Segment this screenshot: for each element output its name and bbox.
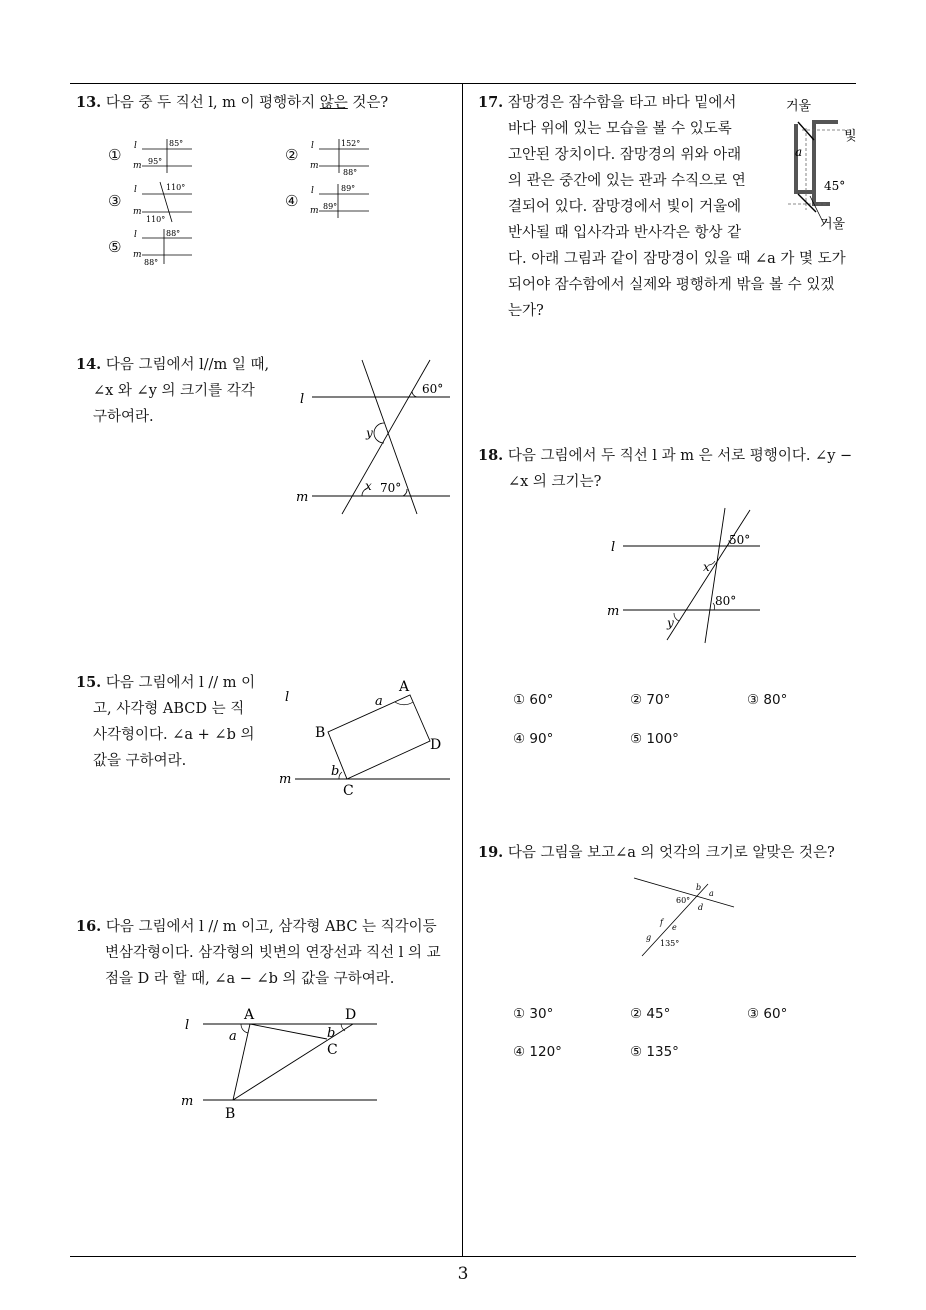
- q19-option-2[interactable]: ② 45°: [630, 1006, 671, 1022]
- q18-figure: [605, 505, 765, 647]
- q13-option-4-figure: [307, 180, 377, 220]
- q15-vertex-b: B: [315, 725, 326, 741]
- q16-text: 16. 다음 그림에서 l // m 이고, 삼각형 ABC 는 직각이등 변삼각형이다. 삼각형의 빗변의 연장선과 직선 l 의 교 점을 D 라 할 때, ∠a − ∠b 의 값을 구하여라.: [76, 918, 441, 987]
- q13-2-m: m: [310, 161, 319, 171]
- q13-4-bottom-angle: 89°: [323, 202, 338, 211]
- q19-text: 19. 다음 그림을 보고∠a 의 엇각의 크기로 알맞은 것은?: [478, 844, 835, 861]
- q19-figure: [630, 872, 740, 962]
- q13-option-1[interactable]: ①: [108, 146, 122, 164]
- q18-angle-80: 80°: [715, 594, 737, 608]
- q16-angle-b: b: [327, 1026, 336, 1041]
- q16-line-m: m: [181, 1094, 194, 1109]
- q13-option-2-figure: [307, 135, 377, 175]
- q13-option-5[interactable]: ⑤: [108, 238, 122, 256]
- q14-angle-60: 60°: [422, 382, 444, 396]
- q13-option-3-figure: [130, 178, 200, 224]
- q17-light-label: 빛: [844, 129, 857, 144]
- q19-angle-a: a: [709, 889, 714, 898]
- q18-angle-50: 50°: [729, 533, 751, 547]
- q13-3-m: m: [133, 207, 142, 217]
- q19-option-5[interactable]: ⑤ 135°: [630, 1044, 679, 1060]
- q13-1-top-angle: 85°: [169, 139, 184, 148]
- q13-3-top-angle: 110°: [166, 183, 186, 192]
- q18-angle-x: x: [703, 560, 710, 574]
- q19-angle-135: 135°: [660, 939, 680, 948]
- q13-1-l: l: [134, 141, 137, 151]
- q13-option-3[interactable]: ③: [108, 192, 122, 210]
- q18-line-m: m: [607, 604, 620, 619]
- q15-angle-a: a: [375, 694, 383, 709]
- q18-line-l: l: [611, 540, 616, 555]
- q13-2-l: l: [311, 141, 314, 151]
- q16-figure: [175, 1002, 390, 1124]
- q13-3-l: l: [134, 185, 137, 195]
- q14-angle-y: y: [366, 426, 373, 440]
- q19-angle-f: f: [660, 918, 663, 927]
- q13-1-m: m: [133, 161, 142, 171]
- q13-option-2[interactable]: ②: [285, 146, 299, 164]
- q13-1-bottom-angle: 95°: [148, 157, 163, 166]
- q16-vertex-c: C: [327, 1042, 338, 1058]
- q13-option-5-figure: [130, 226, 200, 266]
- q14-angle-x: x: [365, 479, 372, 493]
- q14-angle-70: 70°: [380, 481, 402, 495]
- q16-vertex-a: A: [244, 1007, 255, 1023]
- q16-angle-a: a: [229, 1029, 237, 1044]
- bottom-rule: [70, 1256, 856, 1257]
- q19-option-4[interactable]: ④ 120°: [513, 1044, 562, 1060]
- q13-5-bottom-angle: 88°: [144, 258, 159, 266]
- q13-3-bottom-angle: 110°: [146, 215, 166, 224]
- q18-option-2[interactable]: ② 70°: [630, 692, 671, 708]
- q19-angle-b: b: [696, 883, 702, 892]
- column-divider: [462, 83, 463, 1257]
- q19-option-3[interactable]: ③ 60°: [747, 1006, 788, 1022]
- q19-angle-e: e: [672, 923, 677, 932]
- q13-4-l: l: [311, 186, 314, 196]
- q14-line-m: m: [296, 490, 309, 505]
- q13-text: 13. 다음 중 두 직선 l, m 이 평행하지 않은 것은?: [76, 94, 389, 111]
- q16-vertex-b: B: [225, 1106, 236, 1122]
- q15-vertex-d: D: [430, 737, 442, 753]
- q13-option-4[interactable]: ④: [285, 192, 299, 210]
- q19-angle-60: 60°: [676, 896, 691, 905]
- page-number: 3: [457, 1264, 469, 1284]
- q13-2-top-angle: 152°: [341, 139, 361, 148]
- q18-option-4[interactable]: ④ 90°: [513, 731, 554, 747]
- q13-5-top-angle: 88°: [166, 229, 181, 238]
- q15-line-m: m: [279, 772, 292, 787]
- q19-option-1[interactable]: ① 30°: [513, 1006, 554, 1022]
- q19-angle-d: d: [698, 903, 704, 912]
- q17-periscope-figure: [768, 92, 868, 237]
- q17-mirror-bottom-label: 거울: [820, 217, 846, 232]
- q13-5-l: l: [134, 230, 137, 240]
- q18-option-3[interactable]: ③ 80°: [747, 692, 788, 708]
- q14-line-l: l: [300, 392, 305, 407]
- q15-angle-b: b: [331, 764, 340, 779]
- q17-angle-45: 45°: [824, 179, 846, 193]
- q13-2-bottom-angle: 88°: [343, 168, 358, 175]
- q14-text: 14. 다음 그림에서 l//m 일 때, ∠x 와 ∠y 의 크기를 각각 구하여라.: [76, 356, 270, 425]
- q16-line-l: l: [185, 1018, 190, 1033]
- q15-vertex-c: C: [343, 783, 354, 799]
- q15-figure: [275, 675, 455, 800]
- top-rule: [70, 83, 856, 84]
- q17-text: 17. 잠망경은 잠수함을 타고 바다 밑에서 바다 위에 있는 모습을 볼 수 있도록 고안된 장치이다. 잠망경의 위와 아래 의 관은 중간에 있는 관과 수직으로 연 결되어 있다. 잠망경에서 빛이 거울에 반사될 때 입사각과 반사각은 항상 같 다. 아래 그림과 같이 잠망경이 있을 때 ∠a 가 몇 도가 되어야 잠수함에서 실제와 평행하게 밖을 볼 수 있겠 는가?: [478, 94, 846, 319]
- q18-option-1[interactable]: ① 60°: [513, 692, 554, 708]
- q17-angle-a: a: [795, 145, 803, 159]
- q13-option-1-figure: [130, 135, 200, 175]
- q18-option-5[interactable]: ⑤ 100°: [630, 731, 679, 747]
- q13-4-m: m: [310, 206, 319, 216]
- q15-vertex-a: A: [399, 679, 410, 695]
- q16-vertex-d: D: [345, 1007, 357, 1023]
- q18-angle-y: y: [667, 616, 674, 630]
- q13-5-m: m: [133, 250, 142, 260]
- q19-angle-g: g: [646, 933, 652, 942]
- q15-text: 15. 다음 그림에서 l // m 이 고, 사각형 ABCD 는 직 사각형이다. ∠a + ∠b 의 값을 구하여라.: [76, 674, 256, 769]
- q18-text: 18. 다음 그림에서 두 직선 l 과 m 은 서로 평행이다. ∠y − ∠x 의 크기는?: [478, 447, 853, 490]
- q15-line-l: l: [285, 690, 290, 705]
- q17-mirror-top-label: 거울: [786, 99, 812, 114]
- q14-figure: [290, 355, 460, 520]
- q13-4-top-angle: 89°: [341, 184, 356, 193]
